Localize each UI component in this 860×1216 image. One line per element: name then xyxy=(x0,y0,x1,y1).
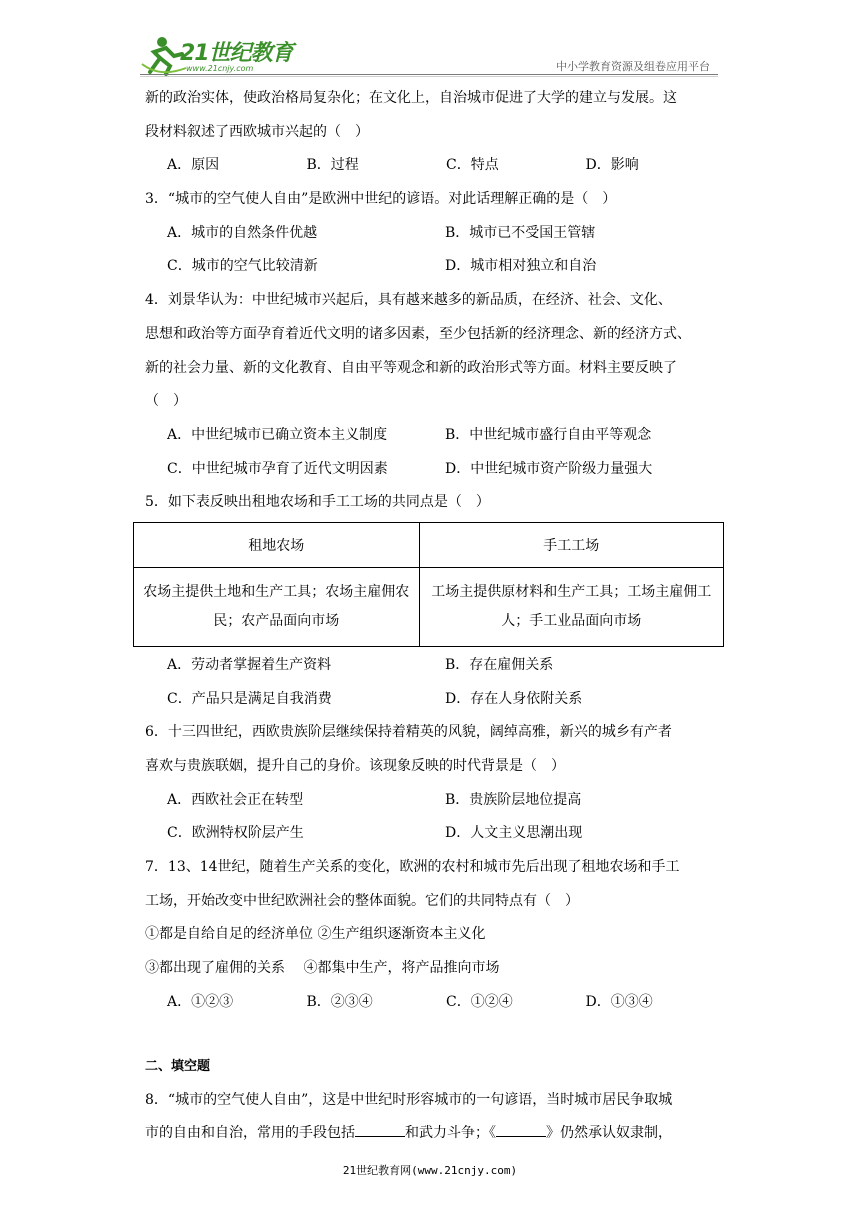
page-footer: 21世纪教育网(www.21cnjy.com) xyxy=(342,1164,518,1177)
q7-options xyxy=(145,986,725,1020)
table-cell: 农场主提供土地和生产工具；农场主雇佣农民；农产品面向市场 xyxy=(134,567,420,646)
q2-text-line: 段材料叙述了西欧城市兴起的（ ） xyxy=(145,123,369,140)
q7-item-line: ①都是自给自足的经济单位 ②生产组织逐渐资本主义化 xyxy=(145,926,486,943)
answer-blank[interactable] xyxy=(496,1120,546,1137)
header-divider xyxy=(140,74,718,75)
q4-text-line: （ ） xyxy=(145,393,187,410)
table-header-cell: 租地农场 xyxy=(134,522,420,567)
table-header-cell: 手工工场 xyxy=(419,522,723,567)
option-c[interactable]: C．特点 xyxy=(446,157,499,174)
q7-text-line: 7．13、14世纪，随着生产关系的变化，欧洲的农村和城市先后出现了租地农场和手工 xyxy=(145,859,680,876)
option-c[interactable]: C．城市的空气比较清新 xyxy=(167,258,318,275)
option-a[interactable]: A．劳动者掌握着生产资料 xyxy=(167,656,332,673)
option-b[interactable]: B．中世纪城市盛行自由平等观念 xyxy=(445,426,652,443)
header-platform-text: 中小学教育资源及组卷应用平台 xyxy=(556,60,710,73)
option-b[interactable]: B．贵族阶层地位提高 xyxy=(445,791,582,808)
q3-stem: 3．“城市的空气使人自由”是欧洲中世纪的谚语。对此话理解正确的是（ ） xyxy=(145,191,617,208)
option-d[interactable]: D．城市相对独立和自治 xyxy=(445,258,597,275)
q5-stem: 5．如下表反映出租地农场和手工工场的共同点是（ ） xyxy=(145,494,490,511)
q7-item-line: ③都出现了雇佣的关系 ④都集中生产，将产品推向市场 xyxy=(145,960,500,977)
q5-options-row2 xyxy=(145,683,725,717)
table-cell: 工场主提供原材料和生产工具；工场主雇佣工人；手工业品面向市场 xyxy=(419,567,723,646)
q8-text-part: 》仍然承认奴隶制， xyxy=(546,1125,672,1142)
q8-text-part: 和武力斗争；《 xyxy=(405,1125,496,1142)
comparison-table xyxy=(133,522,724,647)
option-b[interactable]: B．②③④ xyxy=(306,993,373,1010)
q8-text-line xyxy=(145,1117,725,1151)
q4-text-line: 思想和政治等方面孕育着近代文明的诸多因素，至少包括新的经济理念、新的经济方式、 xyxy=(145,325,691,342)
q6-text-line: 6．十三四世纪，西欧贵族阶层继续保持着精英的风貌，阔绰高雅，新兴的城乡有产者 xyxy=(145,724,672,741)
option-b[interactable]: B．过程 xyxy=(306,157,359,174)
option-d[interactable]: D．①③④ xyxy=(585,993,653,1010)
q7-text-line: 工场，开始改变中世纪欧洲社会的整体面貌。它们的共同特点有（ ） xyxy=(145,892,579,909)
option-a[interactable]: A．城市的自然条件优越 xyxy=(167,224,318,241)
option-c[interactable]: C．欧洲特权阶层产生 xyxy=(167,825,304,842)
option-c[interactable]: C．①②④ xyxy=(446,993,513,1010)
option-a[interactable]: A．原因 xyxy=(167,157,220,174)
q5-options-row1 xyxy=(145,649,725,683)
q2-text-line: 新的政治实体，使政治格局复杂化；在文化上，自治城市促进了大学的建立与发展。这 xyxy=(145,90,677,106)
logo-url: www.21cnjy.com xyxy=(186,64,254,73)
option-a[interactable]: A．西欧社会正在转型 xyxy=(167,791,304,808)
q4-options-row2 xyxy=(145,453,725,487)
page-header xyxy=(0,0,860,80)
option-b[interactable]: B．城市已不受国王管辖 xyxy=(445,224,596,241)
option-a[interactable]: A．中世纪城市已确立资本主义制度 xyxy=(167,426,388,443)
option-d[interactable]: D．中世纪城市资产阶级力量强大 xyxy=(445,460,653,477)
q6-options-row1 xyxy=(145,784,725,818)
option-d[interactable]: D．存在人身依附关系 xyxy=(445,690,583,707)
option-c[interactable]: C．产品只是满足自我消费 xyxy=(167,690,332,707)
option-d[interactable]: D．影响 xyxy=(585,157,639,174)
q6-text-line: 喜欢与贵族联姻，提升自己的身价。该现象反映的时代背景是（ ） xyxy=(145,758,565,774)
option-a[interactable]: A．①②③ xyxy=(167,993,234,1010)
q3-options-row1 xyxy=(145,217,725,251)
section-title: 二、填空题 xyxy=(145,1058,211,1074)
q6-options-row2 xyxy=(145,817,725,851)
logo-text: 21世纪教育 xyxy=(180,41,293,66)
option-c[interactable]: C．中世纪城市孕育了近代文明因素 xyxy=(167,460,388,477)
q8-text-line: 8．“城市的空气使人自由”，这是中世纪时形容城市的一句谚语，当时城市居民争取城 xyxy=(145,1091,673,1108)
option-d[interactable]: D．人文主义思潮出现 xyxy=(445,825,583,842)
option-b[interactable]: B．存在雇佣关系 xyxy=(445,656,554,673)
exam-content xyxy=(145,82,725,1151)
q8-text-part: 市的自由和自治，常用的手段包括 xyxy=(145,1125,355,1142)
q4-options-row1 xyxy=(145,419,725,453)
q2-options xyxy=(145,149,725,183)
q4-text-line: 新的社会力量、新的文化教育、自由平等观念和新的政治形式等方面。材料主要反映了 xyxy=(145,359,677,376)
answer-blank[interactable] xyxy=(355,1120,405,1137)
q4-text-line: 4．刘景华认为：中世纪城市兴起后，具有越来越多的新品质，在经济、社会、文化、 xyxy=(145,292,672,309)
header-divider-thin xyxy=(140,76,718,77)
q3-options-row2 xyxy=(145,250,725,284)
